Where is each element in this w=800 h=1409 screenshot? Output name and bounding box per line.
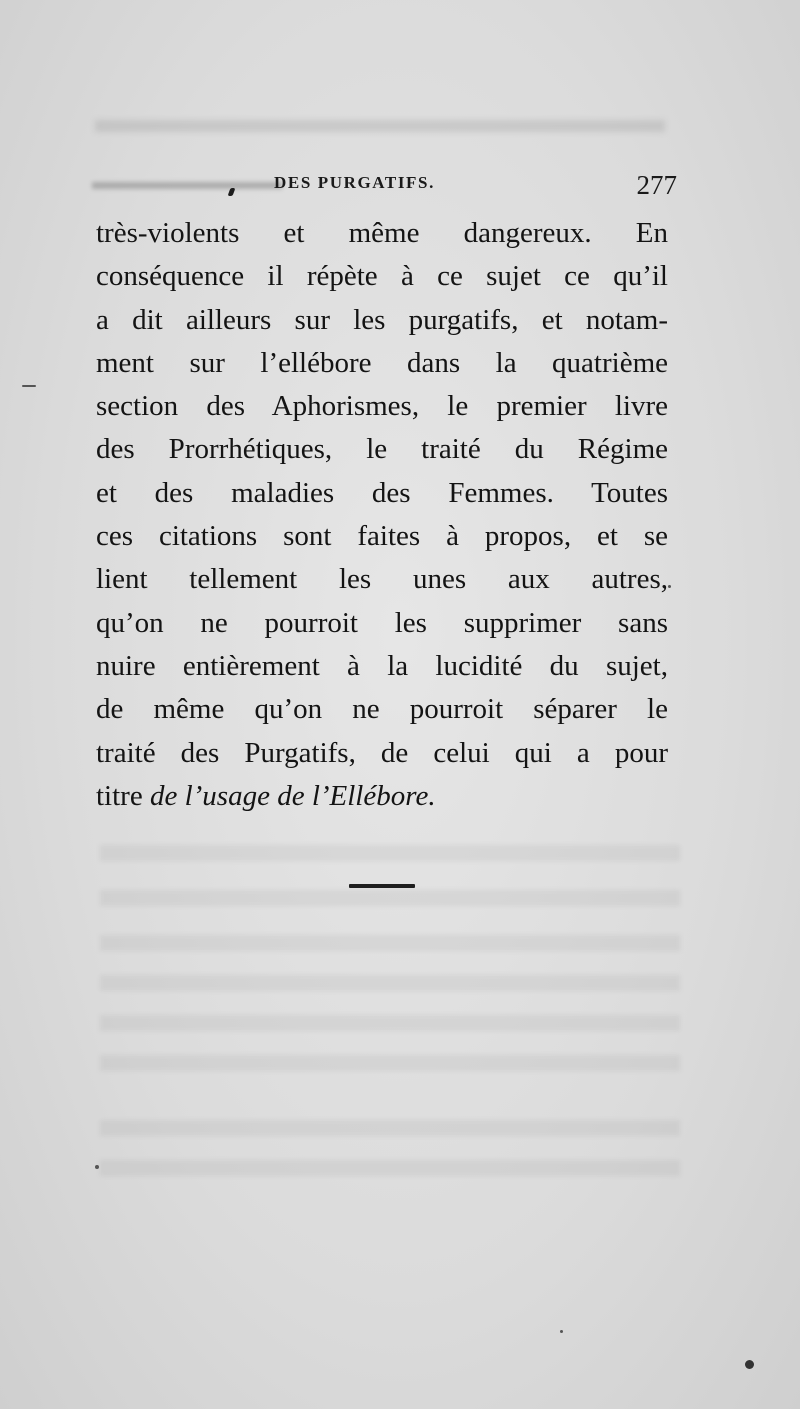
bleed-through-line — [100, 845, 680, 861]
book-title-italic: de l’usage de l’Ellébore. — [149, 779, 436, 812]
text-line: conséquence il répète à ce sujet ce qu’il — [96, 260, 668, 293]
paper-speck — [745, 1360, 754, 1369]
paper-speck — [560, 1330, 563, 1333]
text-line: lient tellement les unes aux autres, — [96, 563, 668, 596]
running-title: DES PURGATIFS. — [274, 173, 435, 192]
text-line: ment sur l’ellébore dans la quatrième — [96, 346, 668, 379]
text-line: de même qu’on ne pourroit séparer le — [96, 693, 668, 726]
bleed-through-line — [100, 1160, 680, 1176]
text-line: nuire entièrement à la lucidité du sujet, — [96, 649, 668, 682]
text-line: très-violents et même dangereux. En — [96, 217, 668, 249]
bleed-through-line — [100, 1120, 680, 1136]
text-line: et des maladies des Femmes. Toutes — [96, 476, 668, 509]
body-text — [96, 212, 668, 818]
page-header — [92, 170, 677, 200]
text-line: qu’on ne pourroit les supprimer sans — [96, 606, 668, 639]
bleed-through-rule — [95, 120, 665, 132]
text-line: a dit ailleurs sur les purgatifs, et notam- — [96, 303, 668, 336]
bleed-through-line — [100, 935, 680, 951]
section-end-rule — [349, 884, 415, 888]
paper-speck — [95, 1165, 99, 1169]
ink-mark — [228, 188, 236, 196]
text-line: traité des Purgatifs, de celui qui a pour — [96, 736, 668, 769]
header-smudge — [92, 182, 282, 189]
text-line-last — [96, 775, 668, 818]
last-line-prefix: titre — [96, 779, 150, 812]
bleed-through-line — [100, 1055, 680, 1071]
bleed-through-line — [100, 975, 680, 991]
text-line: ces citations sont faites à propos, et se — [96, 520, 668, 553]
text-line: des Prorrhétiques, le traité du Régime — [96, 433, 668, 466]
page-number: 277 — [636, 170, 677, 200]
bleed-through-line — [100, 890, 680, 906]
text-line: section des Aphorismes, le premier livre — [96, 390, 668, 423]
bleed-through-line — [100, 1015, 680, 1031]
paper-speck — [22, 385, 36, 387]
paper-speck — [668, 585, 671, 588]
